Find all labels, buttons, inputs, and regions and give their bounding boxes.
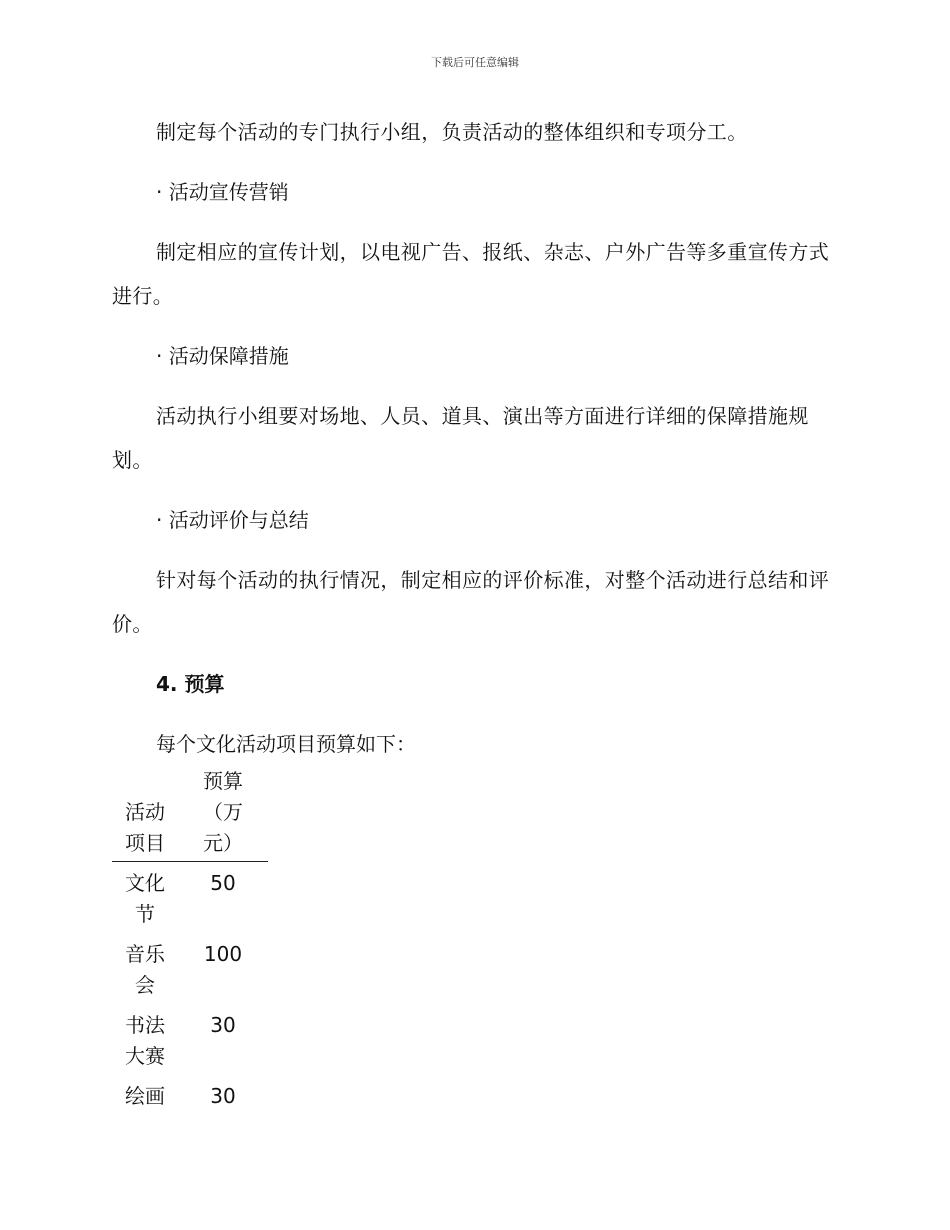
cell-budget: 50: [210, 871, 236, 895]
section-heading-budget: 4. 预算: [156, 672, 225, 696]
cell-budget: 30: [210, 1013, 236, 1037]
header-budget: 预算（万元）: [178, 766, 268, 862]
paragraph-budget-intro: 每个文化活动项目预算如下：: [156, 732, 416, 756]
cell-item: 书法大赛: [125, 1013, 165, 1068]
paragraph-evaluation: 针对每个活动的执行情况，制定相应的评价标准，对整个活动进行总结和评价。: [112, 568, 830, 636]
table-row: [112, 1004, 268, 1075]
table-row: [112, 933, 268, 1004]
paragraph-promotion: 制定相应的宣传计划，以电视广告、报纸、杂志、户外广告等多重宣传方式进行。: [112, 240, 830, 308]
bullet-safeguards: · 活动保障措施: [156, 344, 289, 368]
cell-budget: 30: [210, 1084, 236, 1108]
paragraph-team: 制定每个活动的专门执行小组，负责活动的整体组织和专项分工。: [156, 120, 748, 144]
cell-item: 文化节: [125, 871, 165, 926]
cell-item: 绘画: [125, 1084, 165, 1108]
cell-budget: 100: [203, 942, 243, 966]
bullet-evaluation: · 活动评价与总结: [156, 508, 309, 532]
paragraph-safeguards: 活动执行小组要对场地、人员、道具、演出等方面进行详细的保障措施规划。: [112, 404, 809, 472]
document-body: [112, 110, 832, 766]
table-header-row: [112, 766, 268, 862]
table-row: [112, 1075, 268, 1115]
table-row: [112, 862, 268, 934]
cell-item: 音乐会: [125, 942, 165, 997]
header-activity: 活动项目: [112, 766, 178, 862]
page-header: 下载后可任意编辑: [431, 56, 519, 69]
budget-table: [112, 766, 268, 1115]
bullet-promotion: · 活动宣传营销: [156, 180, 289, 204]
